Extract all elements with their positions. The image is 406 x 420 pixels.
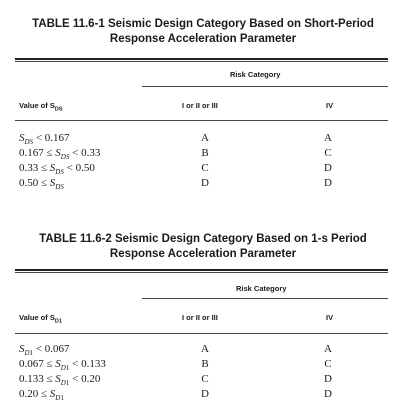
table-2-row-2-value: $0.067 \le S_{D1} < 0.133$ xyxy=(19,358,106,373)
table-1-title-line2: Response Acceleration Parameter xyxy=(109,33,297,45)
table-2-row-4-col2: D xyxy=(324,388,332,400)
table-2-row-1-col1: A xyxy=(201,343,209,355)
table-2-value-header-sub: D1 xyxy=(54,318,62,325)
table-2-header-rule xyxy=(15,333,388,334)
table-2-col2-header: IV xyxy=(326,313,334,322)
table-1-row-4-col1: D xyxy=(201,177,209,189)
table-2-value-header-text: Value of S xyxy=(19,313,55,322)
table-1-row-2-col2: C xyxy=(324,147,332,159)
table-1-row-4-value: $0.50 \le S_{DS}$ xyxy=(19,177,64,192)
table-2-title xyxy=(0,232,406,262)
table-1-row-4-col2: D xyxy=(324,177,332,189)
table-2-row-2-col2: C xyxy=(324,358,332,370)
table-1-group-header: Risk Category xyxy=(230,70,281,79)
table-1-title xyxy=(0,17,406,47)
table-1-row-2-col1: B xyxy=(201,147,209,159)
table-2-row-3-col1: C xyxy=(201,373,209,385)
table-1-top-rule xyxy=(15,58,388,60)
table-2-col1-header: I or II or III xyxy=(182,313,218,322)
table-1-col2-header: IV xyxy=(326,101,334,110)
table-1-row-1-value: $S_{DS} < 0.167$ xyxy=(19,132,70,147)
table-2-title-line2: Response Acceleration Parameter xyxy=(109,248,297,260)
table-1-value-header xyxy=(19,101,63,113)
table-1-title-line1: TABLE 11.6-1 Seismic Design Category Based on Short-Period xyxy=(32,18,374,30)
table-2-title-line1: TABLE 11.6-2 Seismic Design Category Based on 1-s Period xyxy=(39,233,367,245)
table-2-row-4-value: $0.20 \le S_{D1}$ xyxy=(19,388,64,403)
table-2-row-1-value: $S_{D1} < 0.067$ xyxy=(19,343,70,358)
table-2-row-2-col1: B xyxy=(201,358,209,370)
table-2-group-rule xyxy=(142,298,388,299)
table-1-header-rule xyxy=(15,120,388,121)
table-1-group-rule xyxy=(142,86,388,87)
table-2-row-1-col2: A xyxy=(324,343,332,355)
table-1-row-3-col1: C xyxy=(201,162,209,174)
table-1-row-1-col1: A xyxy=(201,132,209,144)
table-1-value-header-text: Value of S xyxy=(19,101,55,110)
table-2-row-3-col2: D xyxy=(324,373,332,385)
table-1-row-1-col2: A xyxy=(324,132,332,144)
table-2-top-rule-inner xyxy=(15,272,388,273)
table-2-group-header: Risk Category xyxy=(236,284,287,293)
table-2-top-rule xyxy=(15,269,388,271)
table-2-row-4-col1: D xyxy=(201,388,209,400)
table-2-value-header xyxy=(19,313,62,325)
table-1-row-3-value: $0.33 \le S_{DS} < 0.50$ xyxy=(19,162,95,177)
table-1-value-header-sub: DS xyxy=(54,106,63,113)
table-1-top-rule-inner xyxy=(15,61,388,62)
table-1-row-3-col2: D xyxy=(324,162,332,174)
table-1-row-2-value: $0.167 \le S_{DS} < 0.33$ xyxy=(19,147,101,162)
table-1-col1-header: I or II or III xyxy=(182,101,218,110)
table-2-row-3-value: $0.133 \le S_{D1} < 0.20$ xyxy=(19,373,101,388)
